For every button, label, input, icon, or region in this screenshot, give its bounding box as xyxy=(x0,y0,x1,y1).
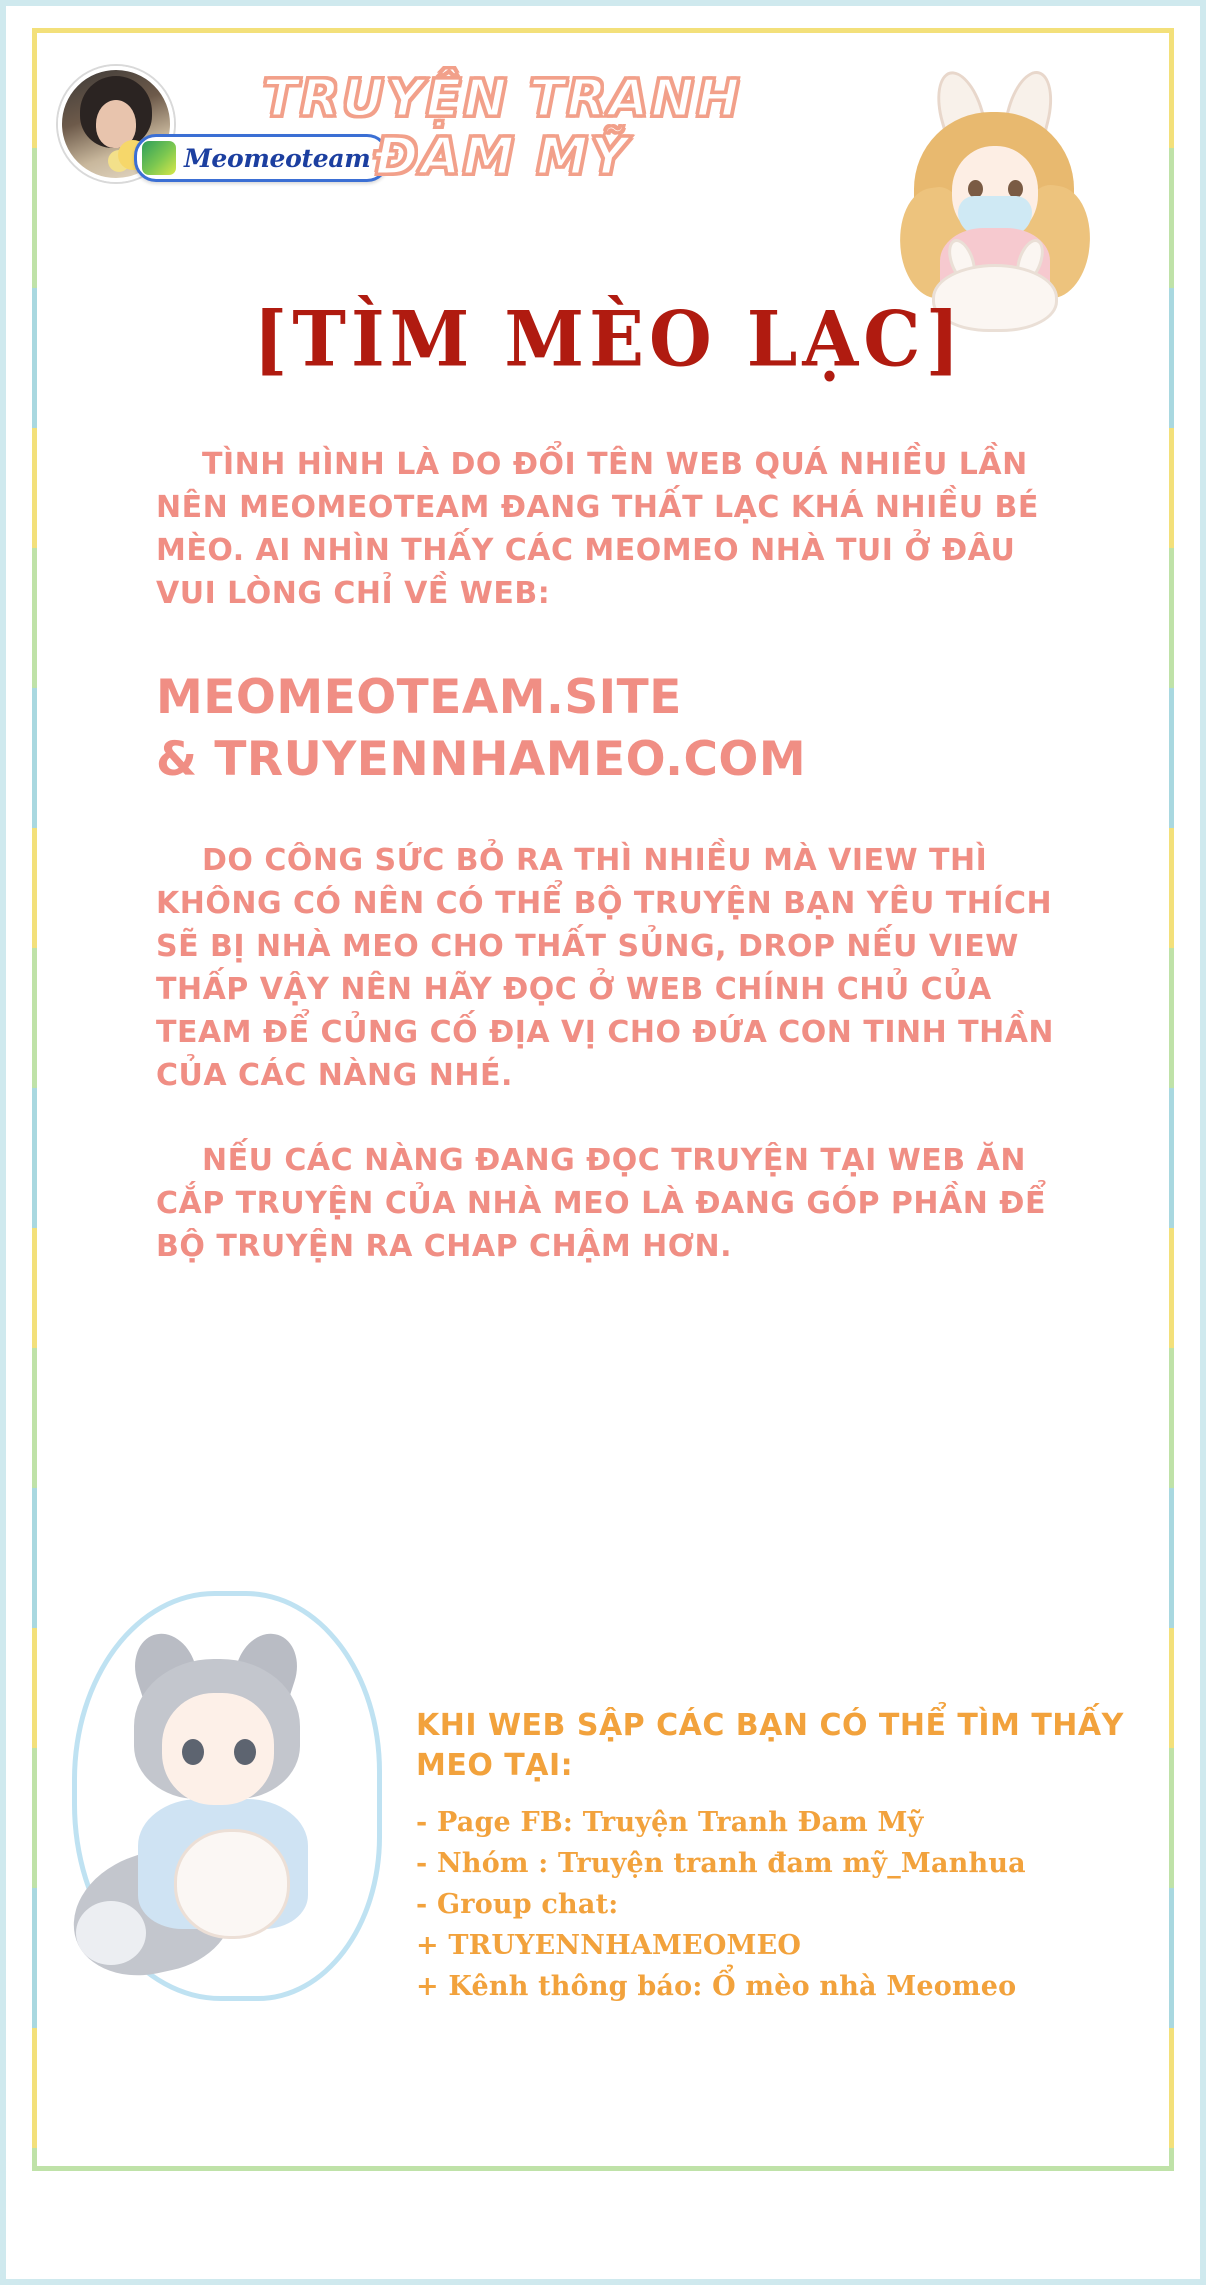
header-title-line-1: TRUYỆN TRANH xyxy=(262,69,742,129)
wolf-plush-toy xyxy=(174,1829,290,1939)
body-paragraph: DO CÔNG SỨC BỎ RA THÌ NHIỀU MÀ VIEW THÌ KHÔNG CÓ NÊN CÓ THỂ BỘ TRUYỆN BẠN YÊU THÍCH SẼ BỊ NHÀ MEO CHO THẤT SỦNG, DROP NẾU VIEW THẤP VẬY NÊN HÃY ĐỌC Ở WEB CHÍNH CHỦ CỦA TEAM ĐỂ CỦNG CỐ ĐỊA VỊ CHO ĐỨA CON TINH THẦN CỦA CÁC NÀNG NHÉ. xyxy=(156,843,1055,1093)
intro-paragraph: TÌNH HÌNH LÀ DO ĐỔI TÊN WEB QUÁ NHIỀU LẦN NÊN MEOMEOTEAM ĐANG THẤT LẠC KHÁ NHIỀU BÉ MÈO. AI NHÌN THẤY CÁC MEOMEO NHÀ TUI Ở ĐÂU VUI LÒNG CHỈ VỀ WEB: xyxy=(156,447,1039,611)
contact-item-channel[interactable]: + Kênh thông báo: Ổ mèo nhà Meomeo xyxy=(416,1971,1017,2002)
website-secondary[interactable]: & TRUYENNHAMEO.COM xyxy=(156,732,807,787)
contact-block xyxy=(416,1706,1136,2007)
header-title xyxy=(222,70,782,186)
website-list xyxy=(156,667,1206,791)
page-header xyxy=(46,42,1166,272)
brand-name: Meomeoteam xyxy=(184,143,371,173)
wolf-face xyxy=(162,1693,274,1805)
wolf-tail-tip xyxy=(76,1901,146,1965)
contact-heading: KHI WEB SẬP CÁC BẠN CÓ THỂ TÌM THẤY MEO TẠI: xyxy=(416,1708,1124,1783)
contact-item-chat-name[interactable]: + TRUYENNHAMEOMEO xyxy=(416,1930,802,1961)
header-title-line-2: ĐAM MỸ xyxy=(374,127,630,187)
wolf-eye-left xyxy=(182,1739,204,1765)
leaf-icon xyxy=(142,141,176,175)
page-title: [TÌM MÈO LẠC] xyxy=(253,293,965,384)
note-paragraph: NẾU CÁC NÀNG ĐANG ĐỌC TRUYỆN TẠI WEB ĂN CẮP TRUYỆN CỦA NHÀ MEO LÀ ĐANG GÓP PHẦN ĐỂ BỘ TRUYỆN RA CHAP CHẬM HƠN. xyxy=(156,1143,1046,1264)
contact-item-group[interactable]: - Nhóm : Truyện tranh đam mỹ_Manhua xyxy=(416,1848,1026,1879)
chibi-wolf-illustration xyxy=(58,1581,388,2021)
main-content xyxy=(6,293,1206,1268)
website-primary[interactable]: MEOMEOTEAM.SITE xyxy=(156,670,682,725)
contact-item-group-chat: - Group chat: xyxy=(416,1889,619,1920)
contact-item-page-fb[interactable]: - Page FB: Truyện Tranh Đam Mỹ xyxy=(416,1807,924,1838)
wolf-eye-right xyxy=(234,1739,256,1765)
chibi-girl-illustration xyxy=(878,68,1108,328)
